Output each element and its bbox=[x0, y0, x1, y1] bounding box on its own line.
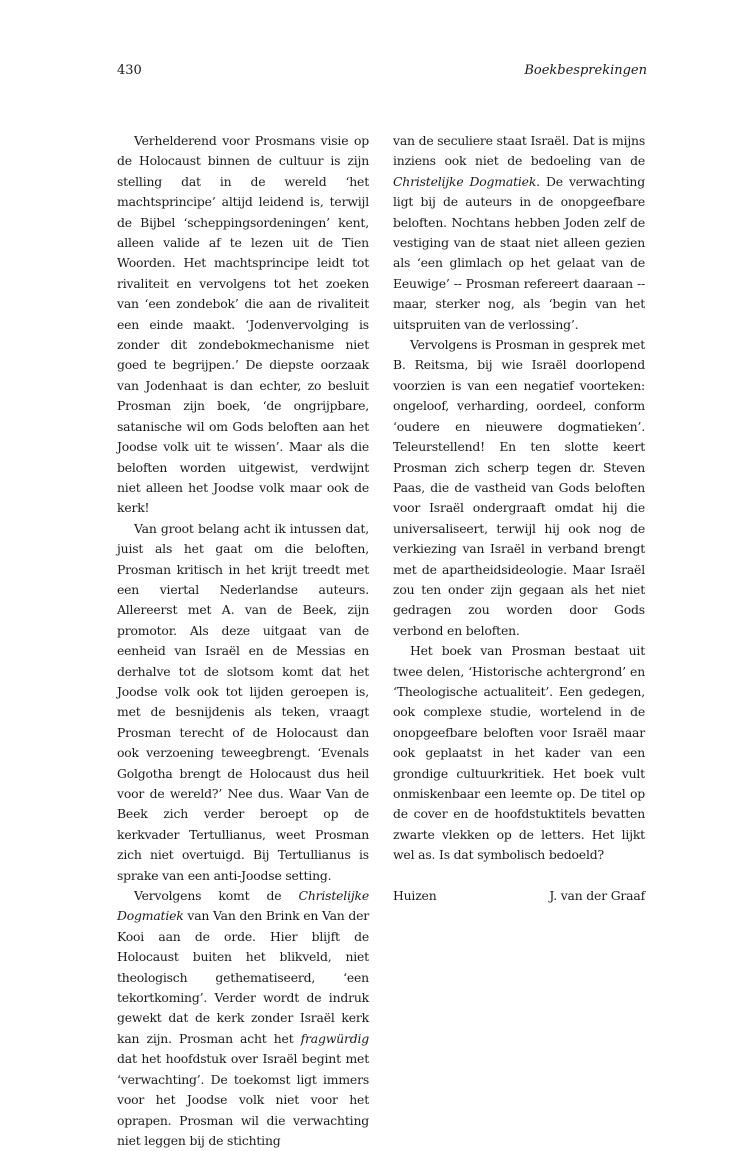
running-head bbox=[117, 63, 647, 83]
paragraph-text: Vervolgens komt de bbox=[134, 888, 299, 904]
paragraph bbox=[117, 131, 369, 519]
book-title-italic: Christelijke Dogmatiek bbox=[393, 173, 537, 189]
left-column bbox=[117, 131, 369, 1151]
paragraph-text: van de seculiere staat Israël. Dat is mijns inziens ook niet de bedoeling van de bbox=[393, 133, 645, 169]
section-title: Boekbesprekingen bbox=[524, 63, 647, 78]
paragraph bbox=[117, 886, 369, 1151]
paragraph bbox=[393, 335, 645, 641]
signature-place: Huizen bbox=[393, 887, 437, 903]
book-title-italic: Christelijke Dogmatiek bbox=[117, 888, 369, 924]
paragraph bbox=[393, 131, 645, 335]
page-number: 430 bbox=[117, 63, 142, 78]
paragraph-text: Van groot belang acht ik intussen dat, juist als het gaat om die beloften, Prosman kritisch in het krijt treedt met een viertal Nederlandse auteurs. Allereerst met A. van de Beek, zijn promotor. Als deze uitgaat van de eenheid van Israël en de Messias en derhalve tot de slotsom komt dat het Joodse volk ook tot lijden geroepen is, met de besnijdenis als teken, vraagt Prosman terecht of de Holocaust dan ook verzoening teweegbrengt. ‘Evenals Golgotha brengt de Holocaust dus heil voor de wereld?’ Nee dus. Waar Van de Beek zich verder beroept op de kerkvader Tertullianus, weet Prosman zich niet overtuigd. Bij Tertullianus is sprake van een anti-Joodse setting. bbox=[117, 520, 369, 883]
signature-author: J. van der Graaf bbox=[549, 887, 645, 903]
emphasis-italic: fragwürdig bbox=[300, 1030, 369, 1046]
paragraph-text: . De verwachting ligt bij de auteurs in de onopgeefbare beloften. Nochtans hebben Joden zelf de vestiging van de staat niet alleen gezien als ‘een glimlach op het gelaat van de Eeuwige’ -- Prosman refereert daaraan -- maar, sterker nog, als ‘begin van het uitspruiten van de verlossing’. bbox=[393, 173, 645, 332]
right-column bbox=[393, 131, 645, 906]
paragraph-text: dat het hoofdstuk over Israël begint met ‘verwachting’. De toekomst ligt immers voor het Joodse volk niet voor het oprapen. Prosman wil die verwachting niet leggen bij de stichting bbox=[117, 1051, 369, 1148]
paragraph bbox=[393, 641, 645, 865]
paragraph-text: Het boek van Prosman bestaat uit twee delen, ‘Historische achtergrond’ en ‘Theologische actualiteit’. Een gedegen, ook complexe studie, wortelend in de onopgeefbare beloften voor Israël maar ook geplaatst in het kader van een grondige cultuurkritiek. Het boek vult onmiskenbaar een leemte op. De titel op de cover en de hoofdstuktitels bevatten zwarte vlekken op de letters. Het lijkt wel as. Is dat symbolisch bedoeld? bbox=[393, 643, 645, 863]
paragraph-text: Vervolgens is Prosman in gesprek met B. Reitsma, bij wie Israël doorlopend voorzien is van een negatief voorteken: ongeloof, verharding, oordeel, conform ‘oudere en nieuwere dogmatieken’. Teleurstellend! En ten slotte keert Prosman zich scherp tegen dr. Steven Paas, die de vastheid van Gods beloften voor Israël ondergraaft omdat hij die universaliseert, terwijl hij ook nog de verkiezing van Israël in verband brengt met de apartheidsideologie. Maar Israël zou ten onder zijn gegaan als het niet gedragen zou worden door Gods verbond en beloften. bbox=[393, 337, 645, 638]
paragraph-text: Verhelderend voor Prosmans visie op de Holocaust binnen de cultuur is zijn stelling dat in de wereld ‘het machtsprincipe’ altijd leidend is, terwijl de Bijbel ‘scheppingsordeningen’ kent, alleen valide af te lezen uit de Tien Woorden. Het machtsprincipe leidt tot rivaliteit en vervolgens tot het zoeken van ‘een zondebok’ die aan de rivaliteit een einde maakt. ‘Jodenvervolging is zonder dit zondebokmechanisme niet goed te begrijpen.’ De diepste oorzaak van Jodenhaat is dan echter, zo besluit Prosman zijn boek, ‘de ongrijpbare, satanische wil om Gods beloften aan het Joodse volk uit te wissen’. Maar als die beloften worden uitgewist, verdwijnt niet alleen het Joodse volk maar ook de kerk! bbox=[117, 133, 369, 516]
paragraph-text: van Van den Brink en Van der Kooi aan de orde. Hier blijft de Holocaust buiten het blikveld, niet theologisch gethematiseerd, ‘een tekortkoming’. Verder wordt de indruk gewekt dat de kerk zonder Israël kerk kan zijn. Prosman acht het bbox=[117, 908, 369, 1046]
paragraph bbox=[117, 519, 369, 886]
signature bbox=[393, 886, 645, 906]
